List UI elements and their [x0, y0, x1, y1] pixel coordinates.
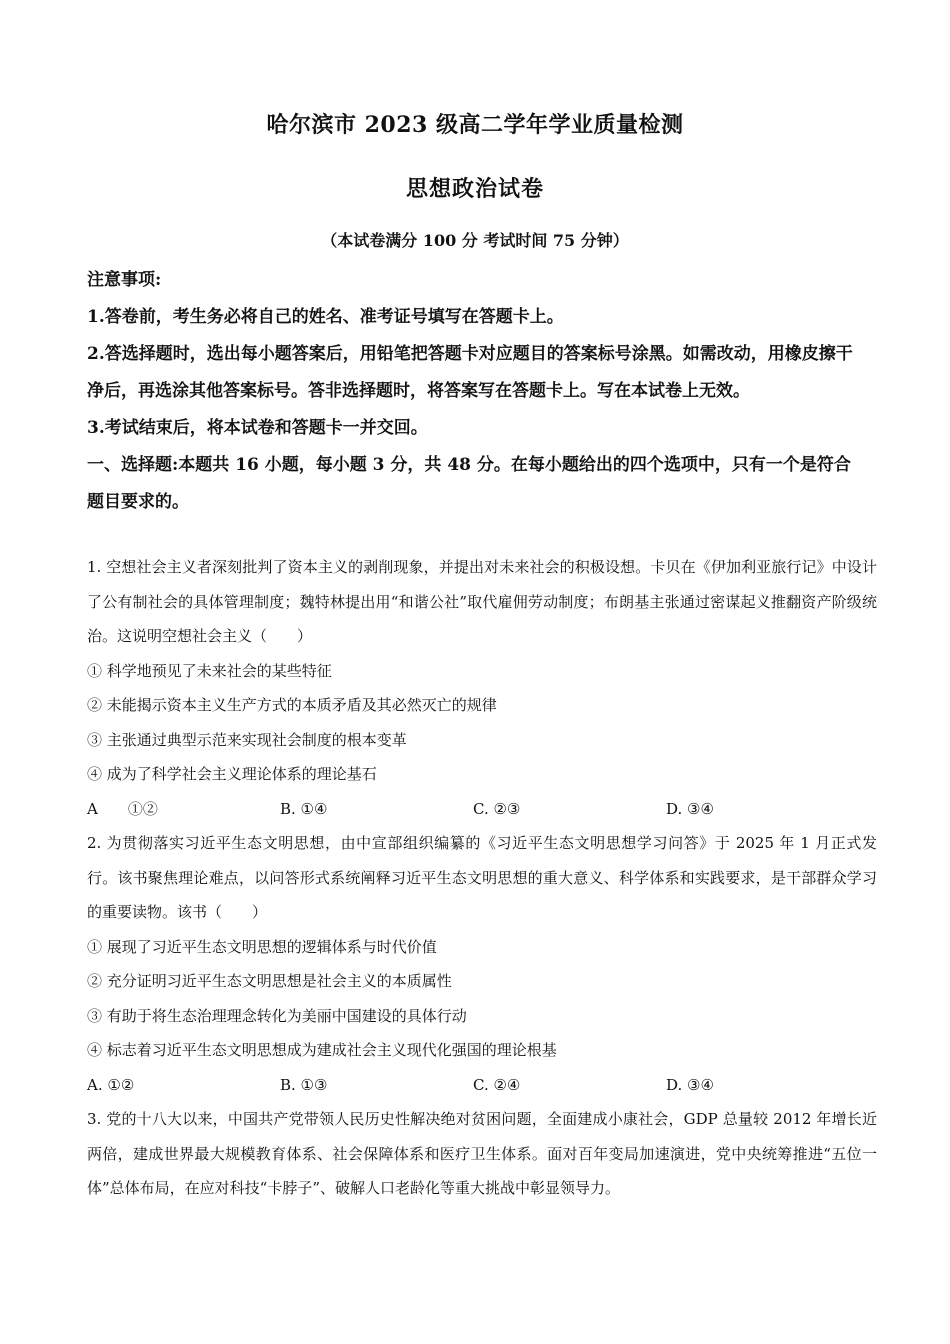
question-2-item: ② 充分证明习近平生态文明思想是社会主义的本质属性	[87, 972, 452, 990]
section-heading: 一、选择题:本题共 16 小题，每小题 3 分，共 48 分。在每小题给出的四个选项中，只有一个是符合题目要求的。	[87, 455, 851, 512]
option-c: C. ②④	[473, 1075, 521, 1094]
option-d: D. ③④	[666, 1075, 714, 1094]
question-1-item: ③ 主张通过典型示范来实现社会制度的根本变革	[87, 730, 407, 749]
notice-item: 3.考试结束后，将本试卷和答题卡一并交回。	[87, 418, 428, 438]
option-d: D. ③④	[666, 799, 714, 818]
exam-title: 哈尔滨市 2023 级高二学年学业质量检测	[266, 112, 684, 138]
question-2-options	[87, 1068, 877, 1103]
notice-heading: 注意事项:	[87, 270, 162, 290]
option-c: C. ②③	[473, 799, 521, 818]
option-b: B. ①③	[280, 1075, 328, 1094]
option-a: A ①②	[87, 799, 158, 818]
question-1-item: ② 未能揭示资本主义生产方式的本质矛盾及其必然灭亡的规律	[87, 696, 497, 714]
question-2-item: ③ 有助于将生态治理理念转化为美丽中国建设的具体行动	[87, 1006, 467, 1025]
question-1-item: ④ 成为了科学社会主义理论体系的理论基石	[87, 765, 377, 783]
notice-item: 1.答卷前，考生务必将自己的姓名、准考证号填写在答题卡上。	[87, 307, 564, 327]
questions-section	[87, 550, 877, 1206]
notice-section	[87, 262, 867, 521]
question-1-options	[87, 792, 877, 827]
question-2-item: ① 展现了习近平生态文明思想的逻辑体系与时代价值	[87, 937, 437, 956]
question-2-item: ④ 标志着习近平生态文明思想成为建成社会主义现代化强国的理论根基	[87, 1041, 557, 1059]
option-a: A. ①②	[87, 1075, 135, 1094]
question-2-stem: 2. 为贯彻落实习近平生态文明思想，由中宣部组织编纂的《习近平生态文明思想学习问答》于 2025 年 1 月正式发行。该书聚焦理论难点，以问答形式系统阐释习近平生态文明思想的重大意义、科学体系和实践要求，是干部群众学习的重要读物。该书（ ）	[87, 834, 877, 921]
notice-item: 2.答选择题时，选出每小题答案后，用铅笔把答题卡对应题目的答案标号涂黑。如需改动，用橡皮擦干净后，再选涂其他答案标号。答非选择题时，将答案写在答题卡上。写在本试卷上无效。	[87, 344, 853, 401]
question-1-item: ① 科学地预见了未来社会的某些特征	[87, 661, 332, 680]
option-b: B. ①④	[280, 799, 328, 818]
question-1-stem: 1. 空想社会主义者深刻批判了资本主义的剥削现象，并提出对未来社会的积极设想。卡贝在《伊加利亚旅行记》中设计了公有制社会的具体管理制度；魏特林提出用“和谐公社”取代雇佣劳动制度；布朗基主张通过密谋起义推翻资产阶级统治。这说明空想社会主义（ ）	[87, 558, 877, 645]
question-3-stem: 3. 党的十八大以来，中国共产党带领人民历史性解决绝对贫困问题，全面建成小康社会，GDP 总量较 2012 年增长近两倍，建成世界最大规模教育体系、社会保障体系和医疗卫生体系。面对百年变局加速演进，党中央统筹推进“五位一体”总体布局，在应对科技“卡脖子”、破解人口老龄化等重大挑战中彰显领导力。	[87, 1110, 877, 1197]
exam-subject: 思想政治试卷	[405, 176, 544, 202]
exam-info: （本试卷满分 100 分 考试时间 75 分钟）	[321, 231, 629, 250]
